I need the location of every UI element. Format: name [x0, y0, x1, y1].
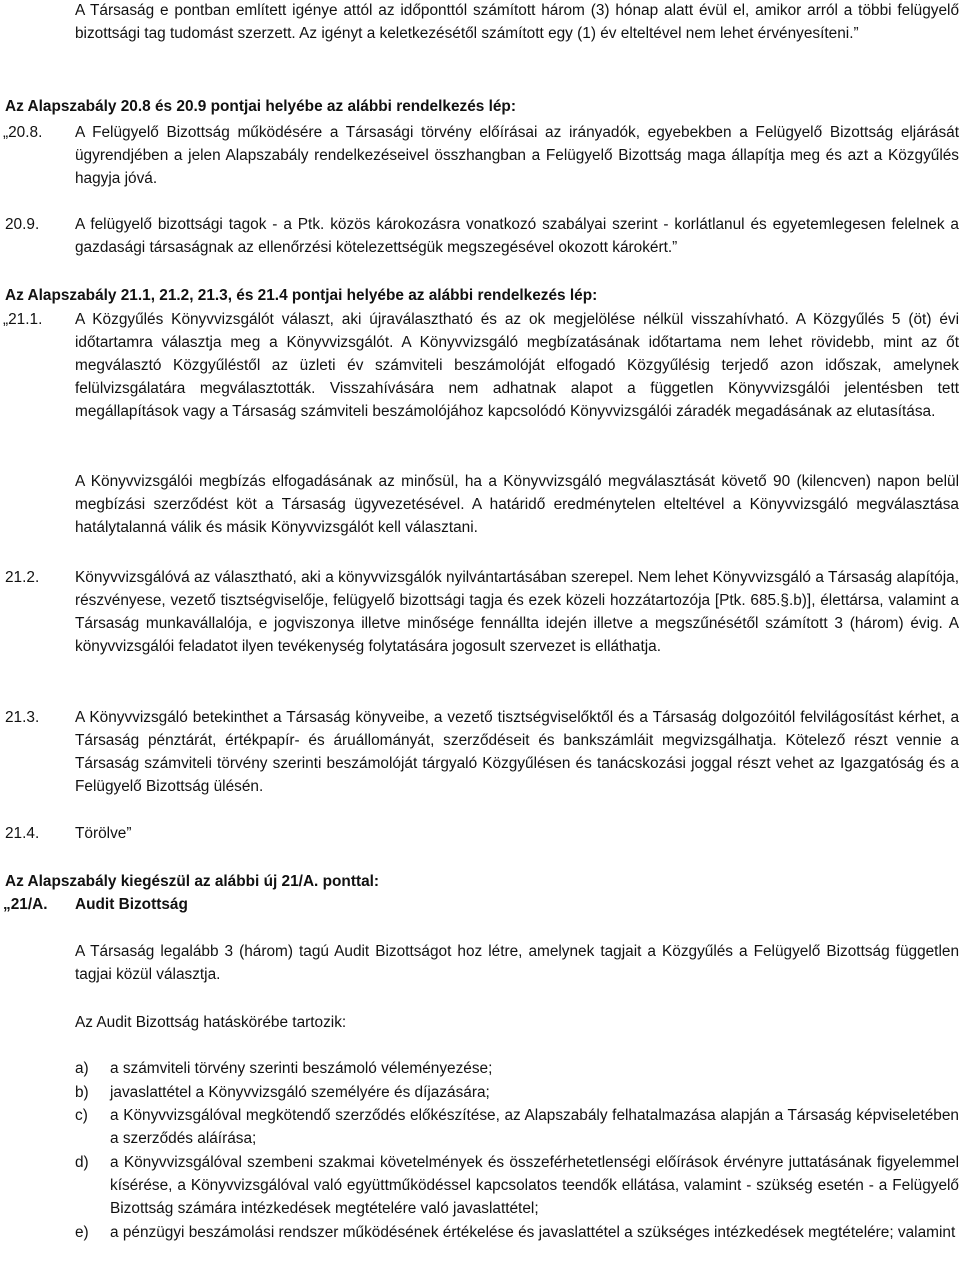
list-item-label: c) — [75, 1107, 88, 1124]
heading-section-21: Az Alapszabály 21.1, 21.2, 21.3, és 21.4 pontjai helyébe az alábbi rendelkezés lép: — [5, 287, 598, 304]
section-21-1-text: A Közgyűlés Könyvvizsgálót választ, aki újraválasztható és az ok megjelölése nélkül visszahívható. A Közgyűlés 5 (öt) évi időtartamra választja meg a Könyvvizsgálót. A Könyvvizsgáló megbízatásának időtartama nem lehet rövidebb, mint az őt megválasztó Közgyűléstől az üzleti év számviteli beszámolóját elfogadó Közgyűlésig terjedő azon időszak, amelynek felülvizsgálatára megválasztották. Visszahívására nem adhatnak alapot a független Könyvvizsgálói jelentésben tett megállapítások vagy a Társaság számviteli beszámolójához kapcsolódó Könyvvizsgálói záradék megadásának az elutasítása. — [75, 311, 959, 420]
section-21a-paragraph-1: A Társaság legalább 3 (három) tagú Audit Bizottságot hoz létre, amelynek tagjait a Közgyűlés a Felügyelő Bizottság független tagjai közül választja. — [75, 943, 959, 983]
list-item-text: a Könyvvizsgálóval szembeni szakmai követelmények és összeférhetetlenségi előírások érvényre juttatásának figyelemmel kísérése, a Könyvvizsgálóval való együttműködéssel kapcsolatos teendők ellátása, valamint - szükség esetén - a Felügyelő Bizottság számára intézkedések megtételére való javaslattétel; — [110, 1154, 959, 1217]
section-21-4-label: 21.4. — [5, 825, 40, 842]
list-item-label: b) — [75, 1084, 89, 1101]
section-21-2-label: 21.2. — [5, 569, 40, 586]
section-21a-title: Audit Bizottság — [75, 896, 188, 913]
list-item-text: a Könyvvizsgálóval megkötendő szerződés előkészítése, az Alapszabály felhatalmazása alapján a Társaság képviseletében a szerződés aláírása; — [110, 1107, 959, 1147]
section-20-9-text: A felügyelő bizottsági tagok - a Ptk. közös károkozásra vonatkozó szabályai szerint - korlátlanul és egyetemlegesen felelnek a gazdasági társaságnak az ellenőrzési kötelezettségük megszegésével okozott károkért.” — [75, 216, 959, 256]
list-item-text: a számviteli törvény szerinti beszámoló véleményezése; — [110, 1060, 493, 1077]
intro-paragraph: A Társaság e pontban említett igénye attól az időponttól számított három (3) hónap alatt évül el, amikor arról a többi felügyelő bizottsági tag tudomást szerzett. Az igényt a keletkezésétől számított egy (1) év elteltével nem lehet érvényesíteni.” — [75, 2, 959, 42]
section-20-9-label: 20.9. — [5, 216, 40, 233]
section-21a-paragraph-2: Az Audit Bizottság hatáskörébe tartozik: — [75, 1014, 347, 1031]
section-21-1-label: „21.1. — [3, 311, 43, 328]
list-item-text: javaslattétel a Könyvvizsgáló személyére és díjazására; — [110, 1084, 490, 1101]
list-item-text: a pénzügyi beszámolási rendszer működésének értékelése és javaslattétel a szükséges intézkedések megtételére; valamint — [110, 1224, 956, 1241]
section-21-3-label: 21.3. — [5, 709, 40, 726]
list-item-label: e) — [75, 1224, 89, 1241]
list-item-label: a) — [75, 1060, 89, 1077]
heading-section-20: Az Alapszabály 20.8 és 20.9 pontjai helyébe az alábbi rendelkezés lép: — [5, 98, 516, 115]
section-21-2-text: Könyvvizsgálóvá az választható, aki a könyvvizsgálók nyilvántartásában szerepel. Nem lehet Könyvvizsgáló a Társaság alapítója, részvényese, vezető tisztségviselője, felügyelő bizottsági tagja és ezek közeli hozzátartozója [Ptk. 685.§.b)], élettársa, valamint a Társaság munkavállalója, e jogviszonya illetve minősége fennállta idején illetve a megszűnésétől számított 3 (három) évig. A könyvvizsgálói feladatot ilyen tevékenység folytatására jogosult szervezet is elláthatja. — [75, 569, 959, 655]
section-20-8-label: „20.8. — [3, 124, 43, 141]
section-21-4-text: Törölve” — [75, 825, 132, 842]
heading-section-21a: Az Alapszabály kiegészül az alábbi új 21/A. ponttal: — [5, 873, 380, 890]
section-21a-label: „21/A. — [3, 896, 48, 913]
list-item-label: d) — [75, 1154, 89, 1171]
section-21-1-text-2: A Könyvvizsgálói megbízás elfogadásának az minősül, ha a Könyvvizsgáló megválasztását követő 90 (kilencven) napon belül megbízási szerződést köt a Társaság ügyvezetésével. A határidő eredménytelen elteltével a Könyvvizsgáló megválasztása hatálytalanná válik és másik Könyvvizsgálót kell választani. — [75, 473, 959, 536]
section-20-8-text: A Felügyelő Bizottság működésére a Társasági törvény előírásai az irányadók, egyebekben a Felügyelő Bizottság eljárását ügyrendjében a jelen Alapszabály rendelkezéseivel összhangban a Felügyelő Bizottság maga állapítja meg és azt a Közgyűlés hagyja jóvá. — [75, 124, 959, 187]
section-21-3-text: A Könyvvizsgáló betekinthet a Társaság könyveibe, a vezető tisztségviselőktől és a Társaság dolgozóitól felvilágosítást kérhet, a Társaság pénztárát, értékpapír- és áruállományát, szerződéseit és bankszámláit megvizsgálhatja. Kötelező részt vennie a Társaság számviteli törvény szerinti beszámolóját tárgyaló Közgyűlésen és tanácskozási joggal részt vehet az Igazgatóság és a Felügyelő Bizottság ülésén. — [75, 709, 959, 795]
